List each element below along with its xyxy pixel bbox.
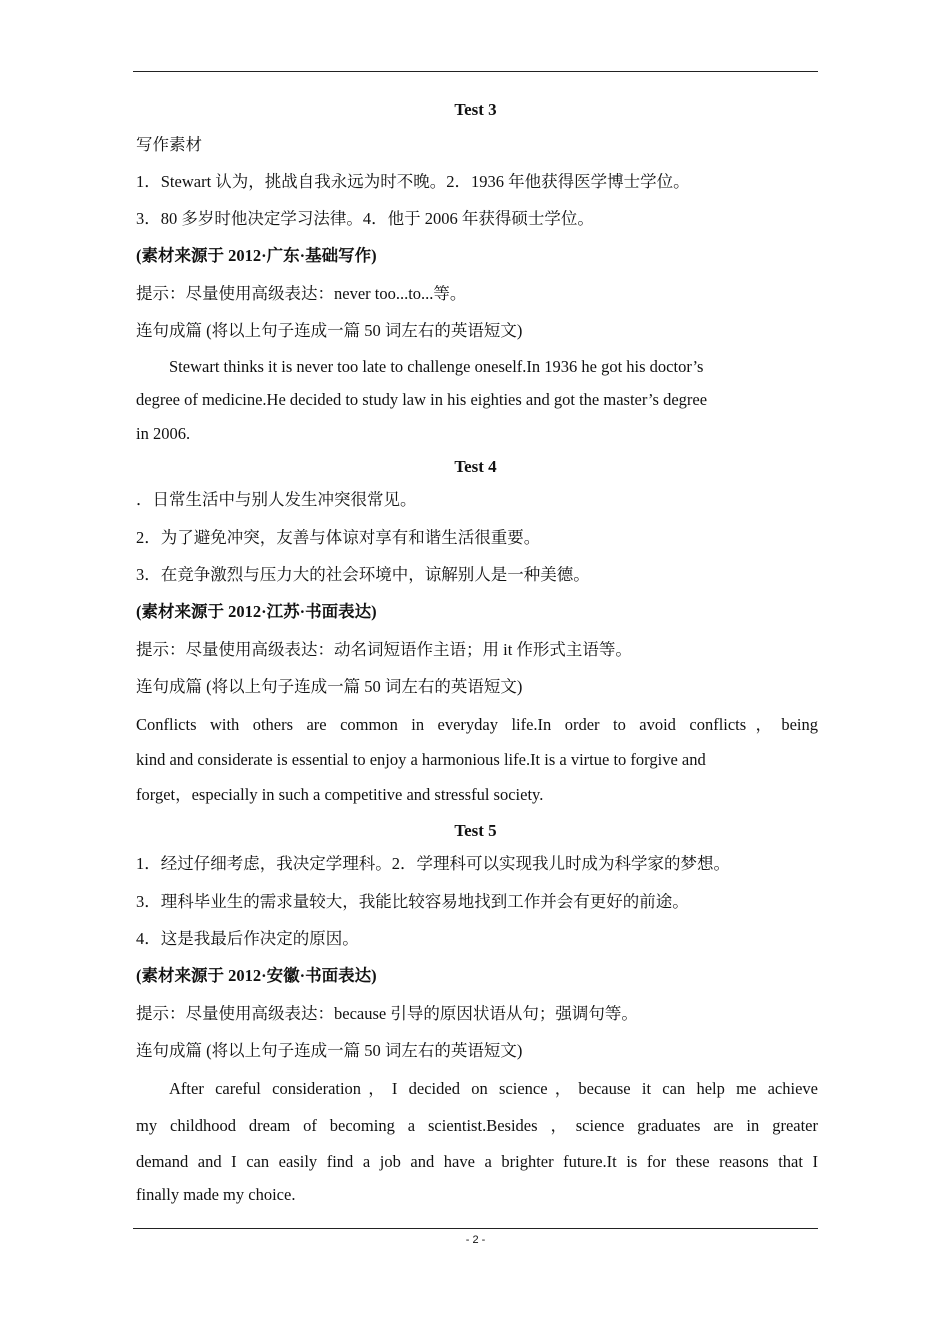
test5-answer-line-4: finally made my choice. <box>136 1185 296 1204</box>
test5-title: Test 5 <box>454 821 497 840</box>
test4-answer-line-3: forget，especially in such a competitive and stressful society. <box>136 785 544 804</box>
test3-hint: 提示：尽量使用高级表达：never too...to...等。 <box>136 284 467 303</box>
test5-prompt-line-1: 1．经过仔细考虑，我决定学理科。2．学理科可以实现我儿时成为科学家的梦想。 <box>136 854 730 873</box>
test3-answer-line-3: in 2006. <box>136 424 191 443</box>
test5-answer-line-3: demand and I can easily find a job and have a brighter future.It is for these reasons that I <box>136 1152 818 1171</box>
test5-answer-line-2: my childhood dream of becoming a scientist.Besides ，science graduates are in greater <box>136 1116 818 1135</box>
test3-answer-line-2: degree of medicine.He decided to study law in his eighties and got the master’s degree <box>136 390 708 409</box>
test5-instruction: 连句成篇 (将以上句子连成一篇 50 词左右的英语短文) <box>136 1041 523 1060</box>
page-number: - 2 - <box>465 1234 486 1246</box>
test3-prompt-line-2: 3．80 多岁时他决定学习法律。4．他于 2006 年获得硕士学位。 <box>136 209 594 228</box>
test3-heading: 写作素材 <box>136 135 202 154</box>
test5-hint: 提示：尽量使用高级表达：because 引导的原因状语从句；强调句等。 <box>136 1004 638 1023</box>
test3-instruction: 连句成篇 (将以上句子连成一篇 50 词左右的英语短文) <box>136 321 523 340</box>
header-rule <box>133 71 818 72</box>
test5-answer-line-1: After careful consideration，I decided on science，because it can help me achieve <box>169 1079 818 1098</box>
test4-prompt-line-2: 2．为了避免冲突，友善与体谅对享有和谐生活很重要。 <box>136 528 541 547</box>
test3-title: Test 3 <box>454 100 497 119</box>
test3-answer-line-1: Stewart thinks it is never too late to challenge oneself.In 1936 he got his doctor’s <box>169 357 704 376</box>
test3-prompt-line-1: 1．Stewart 认为，挑战自我永远为时不晚。2．1936 年他获得医学博士学位。 <box>136 172 690 191</box>
test3-source: (素材来源于 2012·广东·基础写作) <box>136 246 377 265</box>
test4-prompt-line-3: 3．在竞争激烈与压力大的社会环境中，谅解别人是一种美德。 <box>136 565 590 584</box>
test4-instruction: 连句成篇 (将以上句子连成一篇 50 词左右的英语短文) <box>136 677 523 696</box>
test5-source: (素材来源于 2012·安徽·书面表达) <box>136 966 377 985</box>
test5-prompt-line-2: 3．理科毕业生的需求量较大，我能比较容易地找到工作并会有更好的前途。 <box>136 892 689 911</box>
test4-answer-line-1: Conflicts with others are common in everyday life.In order to avoid conflicts，being <box>136 715 818 734</box>
test4-source: (素材来源于 2012·江苏·书面表达) <box>136 602 377 621</box>
test5-prompt-line-3: 4．这是我最后作决定的原因。 <box>136 929 359 948</box>
test4-hint: 提示：尽量使用高级表达：动名词短语作主语；用 it 作形式主语等。 <box>136 640 632 659</box>
footer-rule <box>133 1228 818 1229</box>
test4-answer-line-2: kind and considerate is essential to enjoy a harmonious life.It is a virtue to forgive and <box>136 750 706 769</box>
test4-prompt-line-1: ．日常生活中与别人发生冲突很常见。 <box>136 490 417 509</box>
test4-title: Test 4 <box>454 457 497 476</box>
